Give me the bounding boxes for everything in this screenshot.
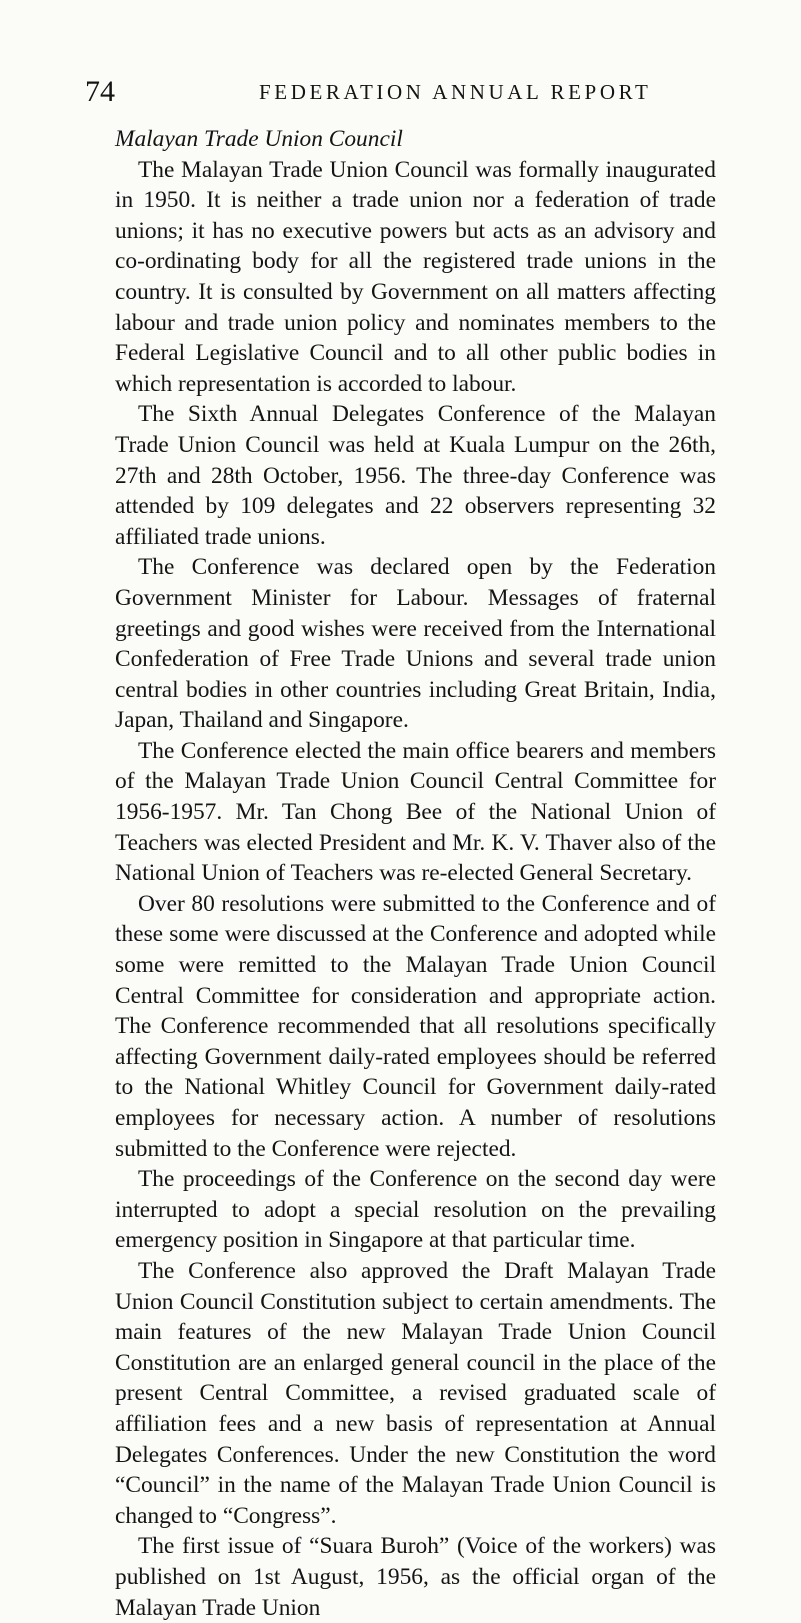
header-title: FEDERATION ANNUAL REPORT xyxy=(259,80,652,104)
page-number: 74 xyxy=(85,75,115,108)
paragraph: The Sixth Annual Delegates Conference of the Malayan Trade Union Council was held at Kuala Lumpur on the 26th, 27th and 28th October, 1956. The three-day Conference was attended by 109 delegates and 22 observers representing 32 affiliated trade unions. xyxy=(115,401,716,550)
paragraph: The proceedings of the Conference on the second day were interrupted to adopt a special resolution on the prevailing emergency position in Singapore at that particular time. xyxy=(115,1166,716,1254)
paragraph: Over 80 resolutions were submitted to the Conference and of these some were discussed at the Conference and adopted while some were remitted to the Malayan Trade Union Council Central Committee for consideration and appropriate action. The Conference recommended that all resolutions specifically affecting Government daily-rated employees should be referred to the National Whitley Council for Government daily-rated employees for necessary action. A number of resolutions submitted to the Conference were rejected. xyxy=(115,890,716,1162)
paragraph: The Malayan Trade Union Council was formally inaugurated in 1950. It is neither a trade union nor a federation of trade unions; it has no executive powers but acts as an advisory and co-ordinating body for all the registered trade unions in the country. It is consulted by Government on all matters affecting labour and trade union policy and nominates members to the Federal Legislative Council and to all other public bodies in which representation is accorded to labour. xyxy=(115,156,716,397)
running-header xyxy=(85,72,725,112)
body-text xyxy=(115,124,716,1623)
section-heading: Malayan Trade Union Council xyxy=(115,126,403,152)
paragraph: The Conference elected the main office bearers and members of the Malayan Trade Union Council Central Committee for 1956-1957. Mr. Tan Chong Bee of the National Union of Teachers was elected President and Mr. K. V. Thaver also of the National Union of Teachers was re-elected General Secretary. xyxy=(115,737,716,887)
paragraph: The Conference was declared open by the Federation Government Minister for Labour. Messages of fraternal greetings and good wishes were received from the International Confederation of Free Trade Unions and several trade union central bodies in other countries including Great Britain, India, Japan, Thailand and Singapore. xyxy=(115,554,716,734)
paragraph: The first issue of “Suara Buroh” (Voice of the workers) was published on 1st August, 1956, as the official organ of the Malayan Trade Union xyxy=(115,1533,716,1621)
paragraph: The Conference also approved the Draft Malayan Trade Union Council Constitution subject to certain amendments. The main features of the new Malayan Trade Union Council Constitution are an enlarged general council in the place of the present Central Committee, a revised graduated scale of affiliation fees and a new basis of representation at Annual Delegates Conferences. Under the new Constitution the word “Council” in the name of the Malayan Trade Union Council is changed to “Congress”. xyxy=(115,1257,716,1529)
